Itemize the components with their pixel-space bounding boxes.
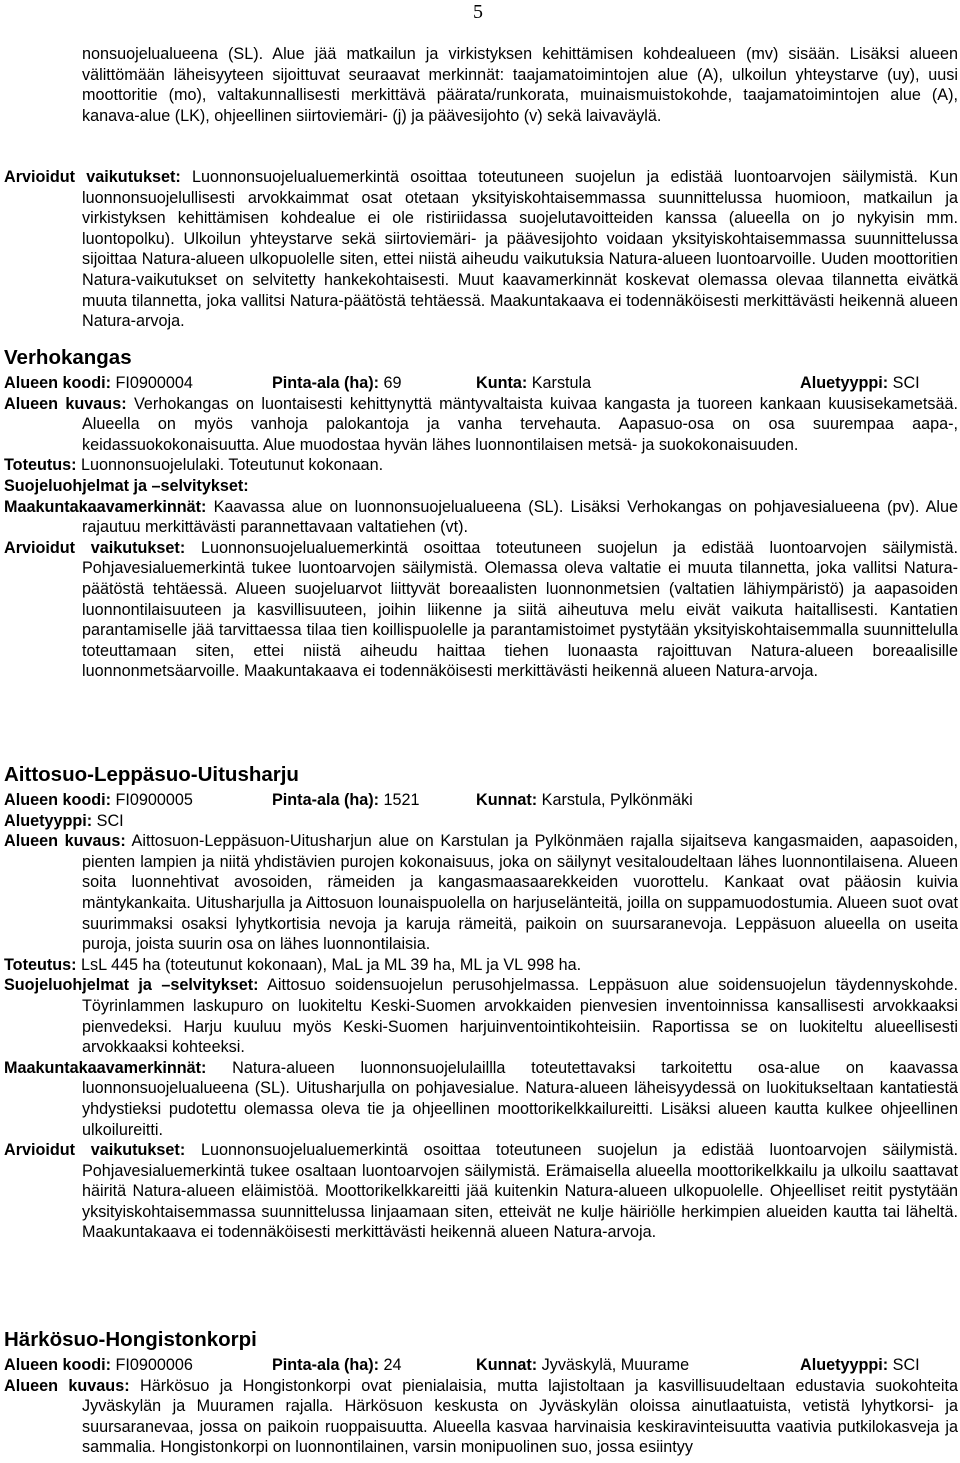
- info-row: Alueen koodi: FI0900004 Pinta-ala (ha): 69 Kunta: Karstula Aluetyyppi: SCI: [4, 374, 920, 392]
- impact-text: Luonnonsuojelualuemerkintä osoittaa toteutuneen suojelun ja edistää luontoarvojen säilymistä. Kun luonnonsuojelullisesti arvokkaimmat osat otetaan yksityiskohtaisemmassa suunnittelussa huomioon, matkailun ja virkistyksen kehittämisen kohdealue ei ole ristiriidassa suojelutavoitteiden kanssa (alueella on jo nykyisin mm. luontopolku). Ulkoilun yhteystarve sekä siirtoviemäri- ja päävesijohto voidaan yksityiskohtaisemmassa suunnittelussa sijoittaa Natura-alueen ulkopuolelle siten, ettei niistä aiheudu vaikutuksia Natura-alueen luontoarvoille. Uuden moottoritien Natura-vaikutukset on selvitetty hankekohtaisesti. Muut kaavamerkinnät koskevat olemassa olevaa tilannetta eivätkä muuta tilannetta, joka vallitsi Natura-päätöstä tehtäessä. Maakuntakaava ei todennäköisesti merkittävästi heikennä alueen Natura-arvoja.: [82, 168, 958, 331]
- programs: Suojeluohjelmat ja –selvitykset:: [4, 476, 249, 495]
- intro-paragraph: nonsuojelualueena (SL). Alue jää matkailun ja virkistyksen kehittämisen kohdealueen (mv) sisään. Lisäksi alueen välittömään läheisyyteen sijoittuvat seuraavat merkinnät: taajamatoimintojen alue (A), ulkoilun yhteystarve (uy), uusi moottoritie (mo), valtakunnallisesti merkittävä päärata/runkorata, muinaismuistokohde, taajamatoimintojen alue (A), kanava-alue (LK), ohjeellinen siirtoviemäri- (j) ja päävesijohto (v) sekä laivaväylä.: [82, 45, 958, 125]
- section-harkosuo: [4, 1328, 958, 1458]
- area-type: SCI: [892, 374, 920, 392]
- municipality: Karstula: [531, 374, 592, 392]
- municipality: Jyväskylä, Muurame: [541, 1356, 690, 1374]
- description: Alueen kuvaus: Härkösuo ja Hongistonkorpi ovat pienialaisia, mutta lajistoltaan ja kasvillisuudeltaan edustavia suokohteita Jyväskylän ja Muuramen rajalla. Härkösuon keskusta on Jyväskylän oloissa ainutlaatuista, vetistä lyhytkorsi- ja suursaranevaa, jossa on paikoin ruoppaisuutta. Alueella kasvaa harvinaisia keskiravinteisuutta vaativia putkilokasveja ja sammalia. Hongistonkorpi on luonnontilainen, varsin monipuolinen suo, jossa esiintyy: [4, 1376, 958, 1457]
- page-number: 5: [473, 1, 483, 23]
- section-title: Härkösuo-Hongistonkorpi: [4, 1328, 257, 1351]
- info-row: Alueen koodi: FI0900006 Pinta-ala (ha): 24 Kunnat: Jyväskylä, Muurame Aluetyyppi: SCI: [4, 1356, 920, 1374]
- municipality: Karstula, Pylkönmäki: [541, 791, 693, 809]
- intro-section: [82, 44, 958, 126]
- programs: Suojeluohjelmat ja –selvitykset: Aittosuo soidensuojelun perusohjelmassa. Leppäsuon alue soidensuojelun täydennyskohde. Töyrinlammen laskupuro on luokiteltu Keski-Suomen arvokkaiden pienvesien inventoinnissa kansallisesti arvokkaaksi pienvedeksi. Harju kuuluu myös Keski-Suomen harjuinventointikohteisiin. Raportissa se on luokiteltu alueellisesti arvokkaaksi kohteeksi.: [4, 976, 959, 1057]
- area-code: FI0900004: [115, 374, 193, 392]
- section-title: Verhokangas: [4, 346, 132, 369]
- area-size: 69: [383, 374, 402, 392]
- section-title: Aittosuo-Leppäsuo-Uitusharju: [4, 763, 299, 786]
- section-aittosuo: [4, 763, 958, 1243]
- impacts: Arvioidut vaikutukset: Luonnonsuojelualuemerkintä osoittaa toteutuneen suojelun ja edistää luontoarvojen säilymistä. Pohjavesialuemerkintä tukee osaltaan luontoarvojen säilymistä. Erämaisella alueella moottorikelkkailu ja ulkoilu saattavat häiritä Natura-alueen eläimistöä. Moottorikelkkareitti jää kuitenkin Natura-alueen ulkopuolelle. Ohjeelliset reitit pystytään yksityiskohtaisemmassa suunnittelussa linjaamaan siten, etteivät ne kulje häiriölle herkimpien alueiden kautta tai läheltä. Maakuntakaava ei todennäköisesti merkittävästi heikennä alueen Natura-arvoja.: [4, 1141, 958, 1242]
- info-row: Alueen koodi: FI0900005 Pinta-ala (ha): 1521 Kunnat: Karstula, Pylkönmäki: [4, 791, 693, 809]
- area-type: SCI: [96, 811, 124, 830]
- description: Alueen kuvaus: Aittosuon-Leppäsuon-Uitusharjun alue on Karstulan ja Pylkönmäen rajalla sijaitseva kangasmaiden, aapasoiden, pienten lampien ja niitä yhdistävien purojen kokonaisuus, joka on säilynyt vesitaloudeltaan lähes luonnontilaisena. Alueen soita luonnehtivat avosoiden, rämeiden ja kangasmaasaarekkeiden vuorottelu. Kankaat ovat pääosin kuivia mäntykankaita. Uitusharjulla ja Aittosuon lounaispuolella on harjuselänteitä, joilla on suppamuodostumia. Alueen suot ovat suurimmaksi osaksi lyhytkortisia nevoja ja karuja rämeitä, paikoin on suursaranevoja. Leppäsuon alueella on useita puroja, joista suurin osa on lähes luonnontilaisia.: [4, 832, 958, 954]
- area-code: FI0900005: [115, 791, 193, 809]
- section-verhokangas: [4, 346, 958, 682]
- description: Alueen kuvaus: Verhokangas on luontaisesti kehittynyttä mäntyvaltaista kuivaa kangasta ja tuoreen kankaan kuusisekametsää. Alueella on myös vanhoja palokantoja ja vanha tervehauta. Aapasuo-osa on osa suurempaa aapa-, keidassuokokonaisuutta. Alue muodostaa hyvän lähes luonnontilaisen metsä- ja suokokonaisuuden.: [4, 394, 958, 454]
- implementation: Toteutus: LsL 445 ha (toteutunut kokonaan), MaL ja ML 39 ha, ML ja VL 998 ha.: [4, 955, 582, 974]
- area-size: 1521: [383, 791, 420, 809]
- area-code: FI0900006: [115, 1356, 193, 1374]
- plan-markings: Maakuntakaavamerkinnät: Natura-alueen luonnonsuojelulaillla toteutettavaksi tarkoitettu osa-alue on kaavassa luonnonsuojelualueena (SL). Uitusharjulla on pohjavesialue. Natura-alueen läheisyydessä on luokitukseltaan kantatiestä yhdystieksi pudotettu olemassa oleva tie ja ohjeellinen moottorikelkkailureitti. Lisäksi alueen kautta kulkee ohjeellinen ulkoilureitti.: [4, 1058, 958, 1139]
- implementation: Toteutus: Luonnonsuojelulaki. Toteutunut kokonaan.: [4, 456, 384, 475]
- plan-markings: Maakuntakaavamerkinnät: Kaavassa alue on luonnonsuojelualueena (SL). Lisäksi Verhokangas on pohjavesialueena (pv). Alue rajautuu merkittävästi parannettavaan valtatiehen (vt).: [4, 497, 959, 537]
- impact-label: Arvioidut vaikutukset:: [4, 168, 181, 186]
- area-size: 24: [383, 1356, 402, 1374]
- impacts: Arvioidut vaikutukset: Luonnonsuojelualuemerkintä osoittaa toteutuneen suojelun ja edistää luontoarvojen säilymistä. Pohjavesialuemerkintä tukee luontoarvojen säilymistä. Olemassa oleva valtatie ei muuta tilannetta, joka vallitsi Natura-päätöstä tehtäessä. Alueen suojeluarvot liittyvät boreaalisten luonnonmetsien (valtatien lähiympäristö) ja aapasoiden luonnontilaisuuteen ja kasvillisuuteen, joihin liikenne ja siitä aiheutuva melu eivät vaikuta haitallisesti. Kantatien parantamiselle jää tarvittaessa tilaa tien koillispuolelle ja parantamistoimet pystytään yksityiskohtaisemmalla suunnittelulla toteuttamaan siten, ettei niistä aiheudu haittaa tiehen luonaasta rajoittuvan Natura-alueen boreaalisille luonnonmetsäarvoille. Maakuntakaava ei todennäköisesti merkittävästi heikennä alueen Natura-arvoja.: [4, 538, 958, 681]
- area-type-row: Aluetyyppi: SCI: [4, 811, 124, 830]
- area-type: SCI: [892, 1356, 920, 1374]
- intro-impact: [4, 167, 958, 332]
